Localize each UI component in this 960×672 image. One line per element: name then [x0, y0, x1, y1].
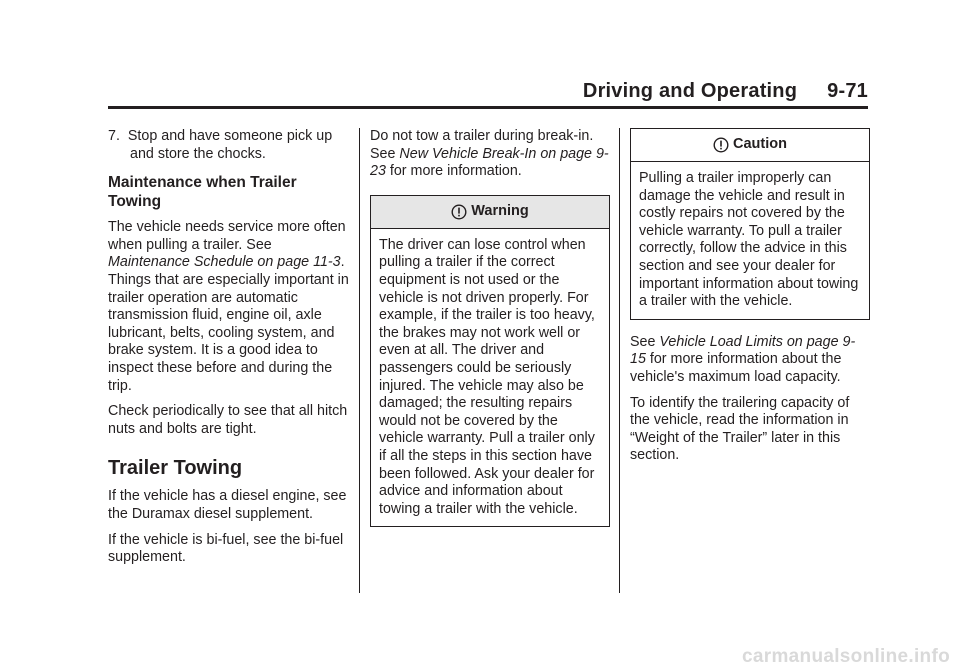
warning-header	[371, 196, 609, 229]
trailer-towing-heading: Trailer Towing	[108, 457, 243, 480]
break-in-paragraph	[370, 128, 610, 181]
warning-body: The driver can lose control when pulling a trailer if the correct equipment is not used or the vehicle is not driven properly. For example, if the trailer is too heavy, the brakes may not work well or even at all. The driver and passengers could be seriously injured. The vehicle may also be damaged; the resulting repairs would not be covered by the vehicle warranty. Pull a trailer only if all the steps in this section have been followed. Ask your dealer for advice and information about towing a trailer with the vehicle.	[379, 236, 595, 517]
header-text	[583, 80, 868, 103]
break-in-text-b: for more information.	[385, 163, 522, 180]
warning-title: Warning	[471, 202, 529, 219]
maintenance-text-a: The vehicle needs service more often when pulling a trailer. See	[108, 219, 346, 253]
trailering-capacity-paragraph: To identify the trailering capacity of the vehicle, read the information in “Weight of the Trailer” later in this section.	[630, 394, 850, 464]
section-title: Driving and Operating	[582, 80, 798, 102]
load-text-b: for more information about the vehicle's maximum load capacity.	[630, 351, 842, 385]
maintenance-paragraph-1	[108, 219, 353, 395]
page-header	[108, 76, 868, 109]
maintenance-text-b: . Things that are especially important in trailer operation are automatic transmission fluid, engine oil, axle lubricant, belts, cooling system, and brake system. It is a good idea to inspect these before and during the trip.	[108, 254, 349, 394]
caution-header	[631, 129, 869, 162]
load-limits-paragraph	[630, 334, 870, 387]
caution-icon	[713, 137, 729, 153]
trailer-towing-paragraph-2: If the vehicle is bi-fuel, see the bi-fuel supplement.	[108, 531, 344, 566]
trailer-towing-paragraph-1: If the vehicle has a diesel engine, see the Duramax diesel supplement.	[108, 488, 347, 522]
maintenance-heading: Maintenance when Trailer Towing	[108, 174, 297, 211]
load-limits-link[interactable]: Vehicle Load Limits on page 9-15	[630, 333, 856, 368]
caution-title: Caution	[733, 136, 787, 153]
load-text-a: See	[630, 333, 660, 350]
column-divider-1	[359, 128, 360, 593]
warning-box	[370, 195, 610, 528]
column-1	[108, 128, 353, 575]
column-divider-2	[619, 128, 620, 593]
list-item-step-7	[108, 128, 353, 163]
page-number: 9-71	[827, 80, 868, 102]
maintenance-paragraph-2: Check periodically to see that all hitch nuts and bolts are tight.	[108, 403, 348, 437]
caution-box	[630, 128, 870, 320]
column-2	[370, 128, 610, 541]
column-3	[630, 128, 870, 473]
watermark: carmanualsonline.info	[742, 646, 950, 667]
step-number: 7.	[108, 128, 120, 144]
break-in-link[interactable]: New Vehicle Break-In on page 9-23	[370, 145, 609, 180]
step-text: Stop and have someone pick up and store the chocks.	[127, 128, 333, 162]
break-in-text-a: Do not tow a trailer during break-in. See	[370, 128, 594, 162]
caution-body: Pulling a trailer improperly can damage the vehicle and result in costly repairs not covered by the vehicle warranty. To pull a trailer correctly, follow the advice in this section and see your dealer for important information about towing a trailer with the vehicle.	[639, 170, 859, 310]
maintenance-schedule-link[interactable]: Maintenance Schedule on page 11-3	[108, 254, 341, 271]
warning-icon	[451, 204, 467, 220]
